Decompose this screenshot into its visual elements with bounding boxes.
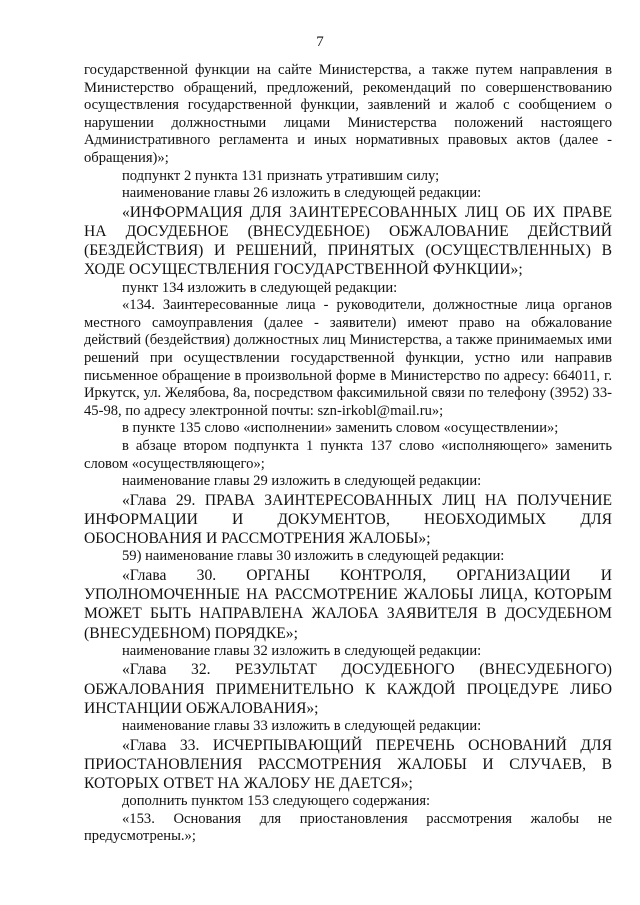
paragraph: в абзаце втором подпункта 1 пункта 137 слово «исполняющего» заменить словом «осуществляющего»; xyxy=(84,437,612,472)
paragraph: наименование главы 29 изложить в следующей редакции: xyxy=(122,473,482,490)
paragraph: наименование главы 32 изложить в следующей редакции: xyxy=(122,642,482,659)
paragraph: «134. Заинтересованные лица - руководители, должностные лица органов местного самоуправления (далее - заявители) имеют право на обжалование действий (бездействия) должностных лиц Министерства, а также принимаемых ими решений при осуществлении государственной функции, устно или направив письменное обращение в произвольной форме в Министерство по адресу: 664011, г. Иркутск, ул. Желябова, 8а, посредством факсимильной связи по телефону (3952) 33-45-98, по адресу электронной почты: szn-irkobl@mail.ru»; xyxy=(84,297,612,419)
chapter-heading: «Глава 32. РЕЗУЛЬТАТ ДОСУДЕБНОГО (ВНЕСУДЕБНОГО) ОБЖАЛОВАНИЯ ПРИМЕНИТЕЛЬНО К КАЖДОЙ ПРОЦЕДУРЕ ЛИБО ИНСТАНЦИИ ОБЖАЛОВАНИЯ»; xyxy=(84,661,612,717)
document-body xyxy=(84,62,612,846)
page-number: 7 xyxy=(316,34,324,50)
paragraph: в пункте 135 слово «исполнении» заменить словом «осуществлении»; xyxy=(122,420,559,437)
chapter-heading: «Глава 29. ПРАВА ЗАИНТЕРЕСОВАННЫХ ЛИЦ НА ПОЛУЧЕНИЕ ИНФОРМАЦИИ И ДОКУМЕНТОВ, НЕОБХОДИМЫХ ДЛЯ ОБОСНОВАНИЯ И РАССМОТРЕНИЯ ЖАЛОБЫ»; xyxy=(84,491,612,548)
paragraph: «153. Основания для приостановления рассмотрения жалобы не предусмотрены.»; xyxy=(84,810,612,845)
paragraph: подпункт 2 пункта 131 признать утратившим силу; xyxy=(122,167,440,184)
chapter-heading: «Глава 33. ИСЧЕРПЫВАЮЩИЙ ПЕРЕЧЕНЬ ОСНОВАНИЙ ДЛЯ ПРИОСТАНОВЛЕНИЯ РАССМОТРЕНИЯ ЖАЛОБЫ И СЛУЧАЕВ, В КОТОРЫХ ОТВЕТ НА ЖАЛОБУ НЕ ДАЕТСЯ»; xyxy=(84,736,612,792)
paragraph: дополнить пунктом 153 следующего содержания: xyxy=(122,793,431,810)
chapter-heading: «Глава 30. ОРГАНЫ КОНТРОЛЯ, ОРГАНИЗАЦИИ И УПОЛНОМОЧЕННЫЕ НА РАССМОТРЕНИЕ ЖАЛОБЫ ЛИЦА, КОТОРЫМ МОЖЕТ БЫТЬ НАПРАВЛЕНА ЖАЛОБА ЗАЯВИТЕЛЯ В ДОСУДЕБНОМ (ВНЕСУДЕБНОМ) ПОРЯДКЕ»; xyxy=(84,566,612,642)
paragraph: государственной функции на сайте Министерства, а также путем направления в Министерство обращений, предложений, рекомендаций по совершенствованию осуществления государственной функции, заявлений и жалоб с сообщением о нарушении должностными лицами Министерства положений настоящего Административного регламента и иных нормативных правовых актов (далее - обращения)»; xyxy=(84,62,612,166)
chapter-heading: «ИНФОРМАЦИЯ ДЛЯ ЗАИНТЕРЕСОВАННЫХ ЛИЦ ОБ ИХ ПРАВЕ НА ДОСУДЕБНОЕ (ВНЕСУДЕБНОЕ) ОБЖАЛОВАНИЕ ДЕЙСТВИЙ (БЕЗДЕЙСТВИЯ) И РЕШЕНИЙ, ПРИНЯТЫХ (ОСУЩЕСТВЛЕННЫХ) В ХОДЕ ОСУЩЕСТВЛЕНИЯ ГОСУДАРСТВЕННОЙ ФУНКЦИИ»; xyxy=(84,203,612,279)
paragraph: пункт 134 изложить в следующей редакции: xyxy=(122,279,398,296)
paragraph: наименование главы 26 изложить в следующей редакции: xyxy=(122,185,482,202)
paragraph: наименование главы 33 изложить в следующей редакции: xyxy=(122,717,482,734)
paragraph: 59) наименование главы 30 изложить в следующей редакции: xyxy=(122,548,505,565)
